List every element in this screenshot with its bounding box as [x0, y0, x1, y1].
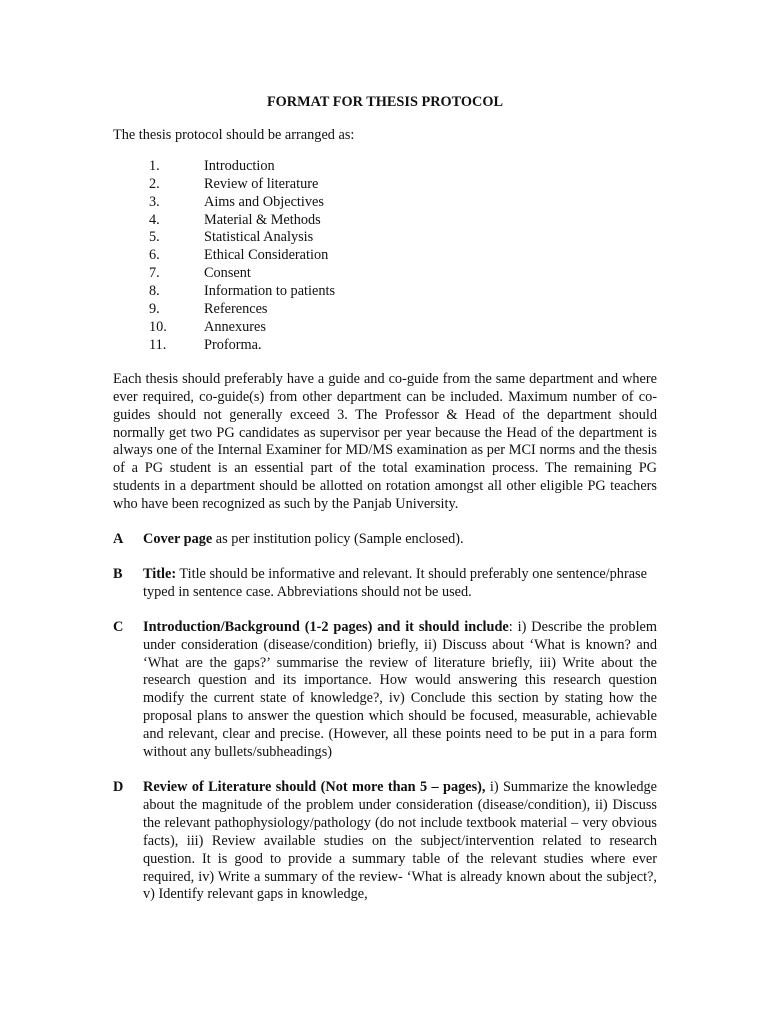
list-item [113, 229, 657, 247]
section-letter: C [113, 618, 124, 635]
section-body [143, 566, 657, 602]
section-heading: Introduction/Background (1-2 pages) and it should include [143, 618, 509, 635]
list-label: Material & Methods [204, 211, 321, 228]
section-heading: Title: [143, 565, 177, 582]
section-text: as per institution policy (Sample enclosed). [212, 531, 464, 548]
intro-line: The thesis protocol should be arranged as: [113, 126, 355, 143]
list-item [113, 265, 657, 283]
document-title: FORMAT FOR THESIS PROTOCOL [266, 94, 504, 110]
protocol-outline-list [113, 158, 657, 355]
list-label: References [204, 301, 268, 318]
list-label: Review of literature [204, 175, 319, 192]
section-body [143, 531, 657, 549]
list-label: Annexures [204, 318, 266, 335]
list-label: Ethical Consideration [204, 247, 329, 264]
section-body [143, 619, 657, 762]
list-label: Statistical Analysis [204, 229, 314, 246]
list-number: 1. [149, 157, 160, 174]
list-item [113, 247, 657, 265]
section-body [143, 779, 657, 904]
list-label: Aims and Objectives [204, 193, 324, 210]
list-item [113, 283, 657, 301]
list-item [113, 212, 657, 230]
list-item [113, 319, 657, 337]
list-number: 10. [149, 318, 167, 335]
list-number: 9. [149, 301, 160, 318]
list-number: 3. [149, 193, 160, 210]
list-number: 8. [149, 283, 160, 300]
section-title [113, 566, 657, 602]
list-number: 6. [149, 247, 160, 264]
list-label: Information to patients [204, 283, 336, 300]
list-number: 7. [149, 265, 160, 282]
list-label: Consent [204, 265, 251, 282]
list-item [113, 337, 657, 355]
section-text: i) Summarize the knowledge about the magnitude of the problem under consideration (disease/condition), ii) Discuss the relevant pathophysiology/pathology (do not include textbook material – very obvious facts), iii) Review available studies on the subject/intervention related to research question. It is good to provide a summary table of the relevant studies where ever required, iv) Write a summary of the review- ‘What is already known about the subject?, v) Identify relevant gaps in knowledge, [143, 779, 658, 903]
section-introduction [113, 619, 657, 762]
section-heading: Review of Literature should (Not more than 5 – pages), [143, 779, 486, 795]
list-item [113, 301, 657, 319]
list-label: Introduction [204, 157, 275, 174]
list-number: 2. [149, 175, 160, 192]
list-number: 5. [149, 229, 160, 246]
guide-paragraph: Each thesis should preferably have a guide and co-guide from the same department and where ever required, co-guide(s) from other department can be included. Maximum number of co-guides should not generally exceed 3. The Professor & Head of the department should normally get two PG candidates as supervisor per year because the Head of the department is always one of the Internal Examiner for MD/MS examination as per MCI norms and the thesis of a PG student is an essential part of the total examination process. The remaining PG students in a department should be allotted on rotation amongst all other eligible PG teachers who have been recognized as such by the Panjab University. [113, 370, 657, 513]
list-number: 4. [149, 211, 160, 228]
section-letter: B [113, 565, 123, 582]
section-heading: Cover page [143, 531, 213, 548]
list-item [113, 158, 657, 176]
section-letter: A [113, 531, 124, 548]
section-text: Title should be informative and relevant. It should preferably one sentence/phrase typed in sentence case. Abbreviations should not be used. [143, 565, 647, 600]
section-cover-page [113, 531, 657, 549]
list-item [113, 176, 657, 194]
list-number: 11. [149, 336, 167, 353]
section-review-of-literature [113, 779, 657, 904]
list-item [113, 194, 657, 212]
section-letter: D [113, 779, 124, 795]
list-label: Proforma. [204, 336, 262, 353]
section-text: : i) Describe the problem under consideration (disease/condition) briefly, ii) Discuss about ‘What is known? and ‘What are the gaps?’ summarise the review of literature briefly, iii) Write about the research question and its importance. How would answering this research question modify the current state of knowledge?, iv) Conclude this section by stating how the proposal plans to answer the question which should be focused, measurable, achievable and relevant, clear and precise. (However, all these points need to be put in a para form without any bullets/subheadings) [143, 618, 658, 761]
